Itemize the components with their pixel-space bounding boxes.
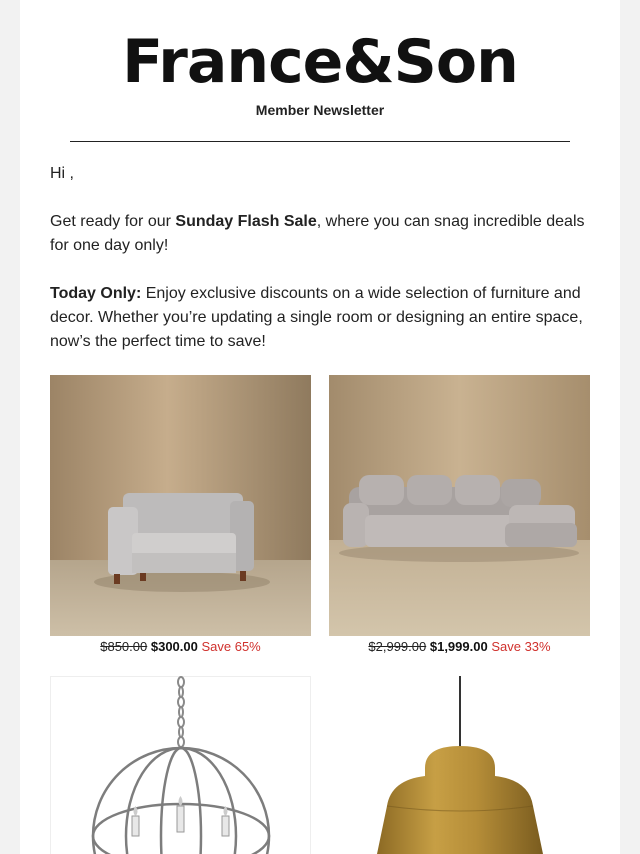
intro-paragraph <box>50 210 590 258</box>
price-line <box>50 638 311 656</box>
offer-text: Enjoy exclusive discounts on a wide selection of furniture and decor. Whether you’re updating a single room or designing an entire space, now’s the perfect time to save! <box>50 285 583 350</box>
offer-label: Today Only: <box>50 285 142 302</box>
price-line <box>329 638 590 656</box>
sale-price: $300.00 <box>150 639 198 654</box>
original-price: $850.00 <box>100 639 148 654</box>
header-divider <box>70 141 570 142</box>
newsletter-tagline: Member Newsletter <box>255 102 385 118</box>
sectional-sofa-image[interactable] <box>329 375 590 636</box>
sale-name: Sunday Flash Sale <box>175 213 317 230</box>
discount-badge: Save 65% <box>201 639 261 654</box>
discount-badge: Save 33% <box>491 639 551 654</box>
armchair-image[interactable] <box>50 375 311 636</box>
gold-pendant-lamp-image[interactable] <box>329 676 590 854</box>
product-card-gold-pendant[interactable] <box>329 676 590 854</box>
product-card-armchair[interactable] <box>50 375 311 656</box>
original-price: $2,999.00 <box>368 639 427 654</box>
orb-chandelier-image[interactable] <box>50 676 311 854</box>
product-card-sectional-sofa[interactable] <box>329 375 590 656</box>
sale-price: $1,999.00 <box>429 639 488 654</box>
brand-logo[interactable]: France&Son <box>122 27 518 97</box>
offer-paragraph <box>50 282 590 354</box>
newsletter-card <box>20 0 620 854</box>
greeting: Hi , <box>50 165 74 182</box>
product-card-orb-chandelier[interactable] <box>50 676 311 854</box>
intro-prefix: Get ready for our <box>50 213 176 230</box>
intro-suffix: , where you can snag incredible deals for one day only! <box>50 213 585 254</box>
